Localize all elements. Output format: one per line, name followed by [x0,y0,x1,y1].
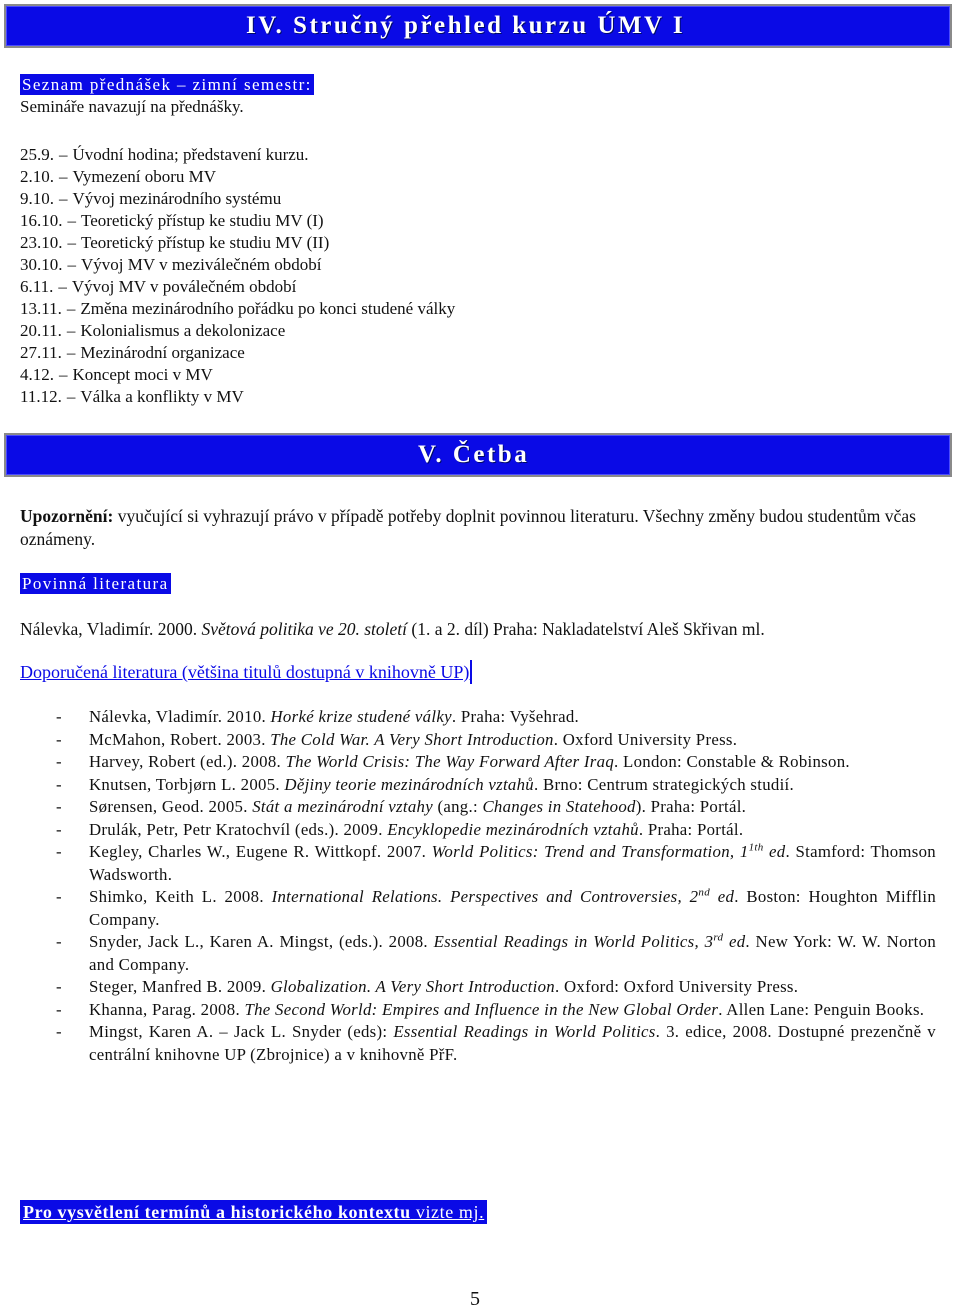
literature-title-end: ed [723,932,746,951]
lecture-date: 2.10. [20,167,54,186]
literature-item [56,706,936,729]
lecture-topic: Úvodní hodina; představení kurzu. [72,145,309,164]
literature-item [56,729,936,752]
literature-item [56,774,936,797]
literature-post: . Brno: Centrum strategických studií. [534,774,794,794]
lecture-topic: Mezinárodní organizace [80,343,245,362]
lecture-topic: Vývoj mezinárodního systému [72,189,282,208]
bullet-dash: - [56,842,62,861]
lecture-item [20,276,455,298]
literature-title: Essential Readings in World Politics, 3 [433,932,714,951]
required-ref-title: Světová politika ve 20. století [201,619,408,639]
reading-notice [20,505,945,551]
literature-title: Encyklopedie mezinárodních vztahů [387,819,639,839]
notice-label: Upozornění: [20,506,114,526]
literature-sup: nd [698,886,710,899]
literature-title: International Relations. Perspectives and Controversies, 2 [271,887,699,906]
literature-post: . Oxford: Oxford University Press. [555,977,799,996]
lecture-topic: Vývoj MV v meziválečném období [81,255,322,274]
literature-item [56,841,936,886]
lecture-item [20,320,455,342]
lecture-item [20,386,455,408]
bullet-dash: - [56,932,62,951]
literature-item [56,976,936,999]
lecture-dash: – [58,277,67,296]
literature-title: Essential Readings in World Politics [393,1022,656,1041]
literature-pre: Snyder, Jack L., Karen A. Mingst, (eds.). 2008. [89,932,428,951]
required-ref-author: Nálevka, Vladimír. 2000. [20,619,198,639]
lecture-item [20,232,455,254]
bullet-dash: - [56,707,62,726]
literature-post: . Boston: Houghton Mifflin Company. [89,887,937,929]
section-4-title: IV. Stručný přehled kurzu ÚMV I [246,12,686,39]
lecture-date: 23.10. [20,233,63,252]
literature-post: . Praha: Vyšehrad. [451,707,580,726]
required-ref-rest: (1. a 2. díl) Praha: Nakladatelství Aleš Skřivan ml. [411,619,765,639]
lecture-date: 4.12. [20,365,54,384]
literature-item [56,819,936,842]
literature-sup: 1th [748,841,764,854]
lecture-item [20,298,455,320]
literature-pre: Harvey, Robert (ed.). 2008. [89,752,282,771]
page-number: 5 [470,1288,480,1310]
literature-item [56,999,936,1022]
literature-pre: Khanna, Parag. 2008. [89,999,240,1019]
context-link[interactable] [20,1200,487,1224]
recommended-literature-heading[interactable]: Doporučená literatura (většina titulů dostupná v knihovně UP) [20,660,472,684]
bullet-dash: - [56,752,62,771]
lecture-date: 13.11. [20,299,62,318]
literature-title: World Politics: Trend and Transformation, 1 [431,842,749,861]
bullet-dash: - [56,797,62,816]
literature-title: The Second World: Empires and Influence in the New Global Order [244,999,719,1019]
lecture-item [20,254,455,276]
literature-pre: Drulák, Petr, Petr Kratochvíl (eds.). 2009. [89,819,383,839]
lecture-dash: – [66,343,76,362]
lecture-date: 9.10. [20,189,54,208]
lecture-topic: Změna mezinárodního pořádku po konci studené války [80,299,456,318]
literature-post: . Allen Lane: Penguin Books. [718,999,925,1019]
section-5-header [4,433,952,477]
literature-title: Dějiny teorie mezinárodních vztahů [284,774,535,794]
context-link-normal: vizte mj. [410,1202,485,1222]
lecture-item [20,210,455,232]
section-5-title: V. Četba [418,441,530,468]
lecture-date: 25.9. [20,145,54,164]
literature-title-end: ed [763,842,786,861]
literature-post: . Stamford: Thomson Wadsworth. [89,842,936,884]
literature-item [56,886,936,931]
literature-title-end: ed [710,887,735,906]
literature-title: Stát a mezinárodní vztahy [252,797,433,816]
lecture-topic: Teoretický přístup ke studiu MV (II) [81,233,330,252]
bullet-dash: - [56,977,62,996]
literature-title: The Cold War. A Very Short Introduction [270,729,554,749]
literature-item [56,751,936,774]
bullet-dash: - [56,887,62,906]
recommended-literature-list [56,706,936,1066]
literature-post2: ). Praha: Portál. [635,797,747,816]
lecture-dash: – [59,189,68,208]
lecture-date: 16.10. [20,211,63,230]
literature-item [56,1021,936,1066]
literature-post: . London: Constable & Robinson. [614,752,850,771]
lecture-topic: Vymezení oboru MV [72,167,217,186]
lecture-item [20,144,455,166]
literature-item [56,796,936,819]
literature-sup: rd [713,931,724,944]
lecture-date: 20.11. [20,321,62,340]
literature-post: . Praha: Portál. [638,819,744,839]
lecture-topic: Kolonialismus a dekolonizace [80,321,286,340]
bullet-dash: - [56,999,62,1019]
lectures-note: Semináře navazují na přednášky. [20,97,244,116]
lecture-dash: – [59,365,68,384]
literature-post: (ang.: [432,797,483,816]
lecture-date: 30.10. [20,255,63,274]
literature-post: . Oxford University Press. [553,729,738,749]
literature-pre: McMahon, Robert. 2003. [89,729,266,749]
required-reference [20,617,765,641]
literature-post: . 3. edice, 2008. Dostupné prezenčně v centrální knihovne UP (Zbrojnice) a v knihovně PřF. [89,1022,936,1064]
lecture-topic: Teoretický přístup ke studiu MV (I) [81,211,324,230]
literature-title: Horké krize studené války [270,707,452,726]
literature-pre: Knutsen, Torbjørn L. 2005. [89,774,280,794]
literature-pre: Shimko, Keith L. 2008. [89,887,264,906]
lecture-dash: – [67,233,76,252]
context-link-bold: Pro vysvětlení termínů a historického kontextu [23,1202,411,1222]
bullet-dash: - [56,774,62,794]
literature-pre: Sørensen, Geod. 2005. [89,797,248,816]
lecture-topic: Vývoj MV v poválečném období [71,277,297,296]
lecture-date: 27.11. [20,343,62,362]
lecture-dash: – [66,321,76,340]
bullet-dash: - [56,819,62,839]
literature-pre: Nálevka, Vladimír. 2010. [89,707,267,726]
literature-post: . New York: W. W. Norton and Company. [89,932,937,974]
literature-title2: Changes in Statehood [482,797,636,816]
required-literature-heading: Povinná literatura [22,574,169,593]
bullet-dash: - [56,729,62,749]
lecture-topic: Koncept moci v MV [72,365,213,384]
lecture-item [20,188,455,210]
lecture-date: 11.12. [20,387,62,406]
lecture-dash: – [66,387,76,406]
literature-item [56,931,936,976]
notice-text: vyučující si vyhrazují právo v případě potřeby doplnit povinnou literaturu. Všechny změny budou studentům včas oznámeny. [20,506,916,549]
lecture-dash: – [67,211,76,230]
literature-title: Globalization. A Very Short Introduction [270,977,555,996]
literature-pre: Mingst, Karen A. – Jack L. Snyder (eds): [89,1022,388,1041]
lecture-dash: – [66,299,76,318]
lecture-dash: – [59,167,68,186]
lecture-list [20,144,455,408]
lecture-item [20,342,455,364]
lecture-topic: Válka a konflikty v MV [80,387,244,406]
literature-pre: Steger, Manfred B. 2009. [89,977,267,996]
lecture-dash: – [59,145,68,164]
lecture-dash: – [67,255,76,274]
literature-pre: Kegley, Charles W., Eugene R. Wittkopf. 2007. [89,842,427,861]
literature-title: The World Crisis: The Way Forward After Iraq [285,752,615,771]
lectures-heading: Seznam přednášek – zimní semestr: [22,75,312,94]
section-4-header [4,4,952,48]
lecture-item [20,166,455,188]
bullet-dash: - [56,1022,62,1041]
lecture-item [20,364,455,386]
lecture-date: 6.11. [20,277,54,296]
